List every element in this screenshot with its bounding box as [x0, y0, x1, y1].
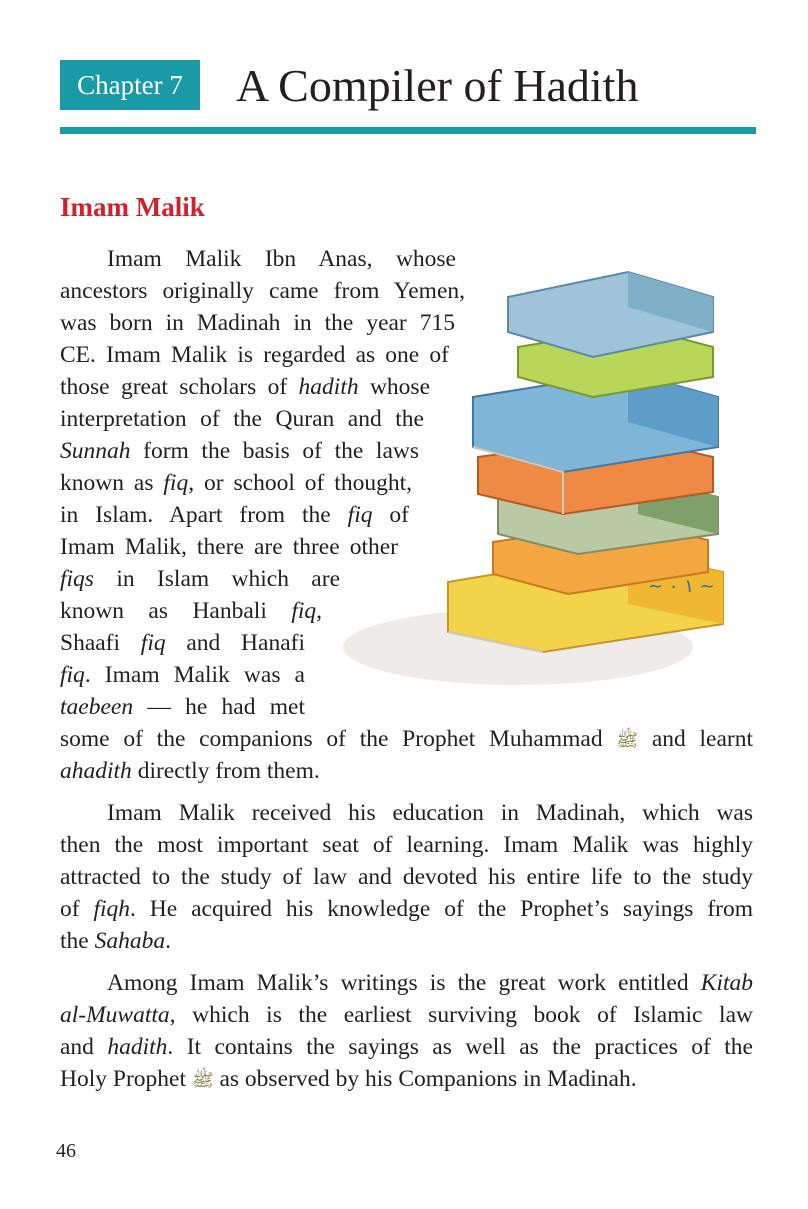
- paragraph-1-line: some of the companions of the Prophet Muhammad ﷺ and learnt: [60, 726, 753, 752]
- paragraph-2-line: attracted to the study of law and devoted his entire life to the study: [60, 864, 753, 890]
- svg-text:~ ۰ ۱ ~: ~ ۰ ۱ ~: [648, 576, 715, 597]
- paragraph-1-line: Shaafi fiq and Hanafi: [60, 630, 305, 656]
- paragraph-1-line: ahadith directly from them.: [60, 758, 320, 784]
- paragraph-1-line: fiq. Imam Malik was a: [60, 662, 305, 688]
- chapter-badge: Chapter 7: [60, 60, 200, 110]
- page-number: 46: [56, 1140, 76, 1162]
- title-divider: [60, 127, 756, 134]
- paragraph-1-line: was born in Madinah in the year 715: [60, 310, 455, 336]
- paragraph-1-line: Imam Malik Ibn Anas, whose: [107, 246, 456, 272]
- paragraph-2-line: then the most important seat of learning. Imam Malik was highly: [60, 832, 753, 858]
- paragraph-1-line: interpretation of the Quran and the: [60, 406, 424, 432]
- paragraph-1-line: those great scholars of hadith whose: [60, 374, 431, 400]
- paragraph-1-line: taebeen — he had met: [60, 694, 305, 720]
- paragraph-1-line: ancestors originally came from Yemen,: [60, 278, 465, 304]
- section-heading: Imam Malik: [60, 192, 205, 222]
- paragraph-1-line: known as Hanbali fiq,: [60, 598, 322, 624]
- paragraph-3-line: and hadith. It contains the sayings as well as the practices of the: [60, 1034, 753, 1060]
- paragraph-3-line: Among Imam Malik’s writings is the great work entitled Kitab: [107, 970, 753, 996]
- paragraph-1-line: fiqs in Islam which are: [60, 566, 340, 592]
- paragraph-1-line: known as fiq, or school of thought,: [60, 470, 412, 496]
- paragraph-3-line: al-Muwatta, which is the earliest surviving book of Islamic law: [60, 1002, 753, 1028]
- paragraph-1-line: in Islam. Apart from the fiq of: [60, 502, 410, 528]
- paragraph-2-line: the Sahaba.: [60, 928, 171, 954]
- paragraph-1-line: Imam Malik, there are three other: [60, 534, 398, 560]
- paragraph-2-line: Imam Malik received his education in Madinah, which was: [107, 800, 753, 826]
- paragraph-1-line: CE. Imam Malik is regarded as one of: [60, 342, 449, 368]
- paragraph-2-line: of fiqh. He acquired his knowledge of the Prophet’s sayings from: [60, 896, 753, 922]
- chapter-title: A Compiler of Hadith: [236, 60, 639, 111]
- paragraph-1-line: Sunnah form the basis of the laws: [60, 438, 419, 464]
- paragraph-3-line: Holy Prophet ﷺ as observed by his Companions in Madinah.: [60, 1066, 637, 1092]
